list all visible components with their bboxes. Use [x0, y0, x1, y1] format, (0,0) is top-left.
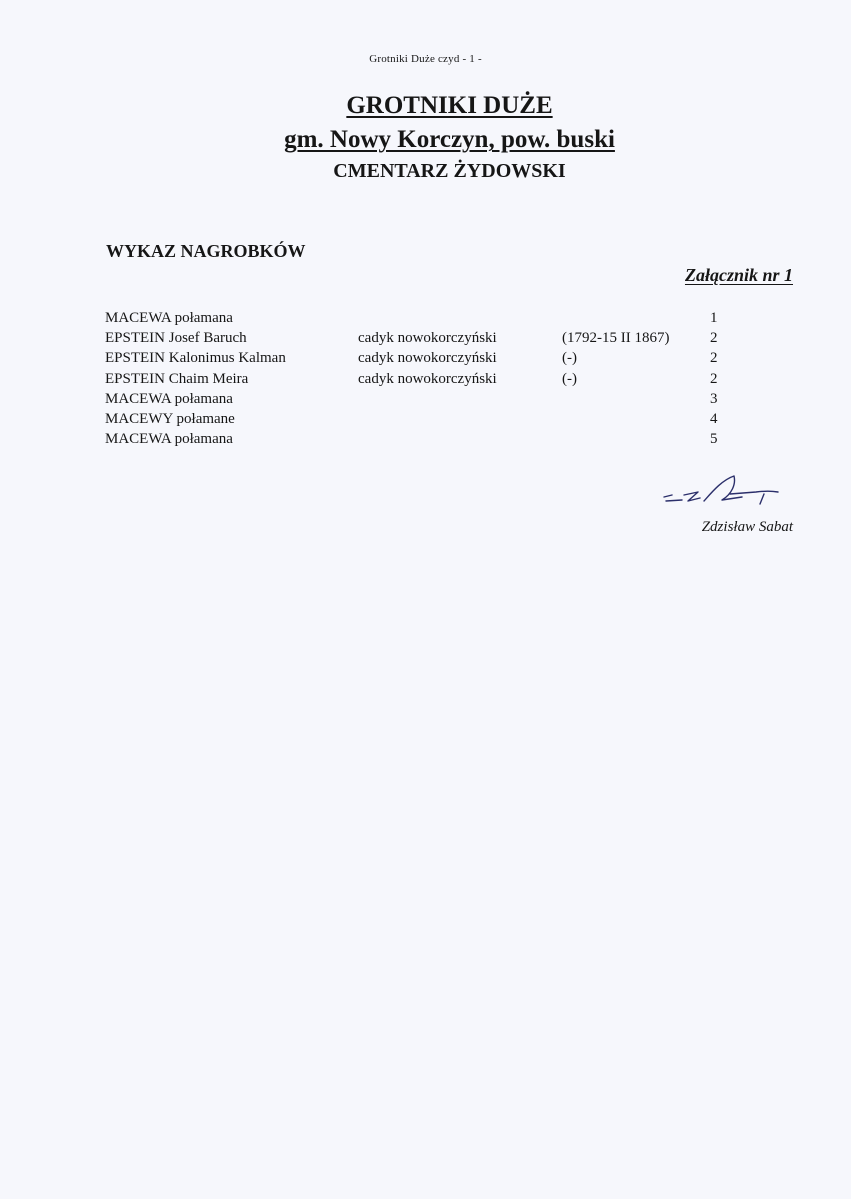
entry-dates: (-)	[562, 370, 577, 387]
entry-number: 4	[710, 410, 718, 427]
entry-dates: (-)	[562, 350, 577, 367]
signer-name: Zdzisław Sabat	[701, 519, 793, 535]
list-item	[105, 369, 745, 389]
entry-name: MACEWA połamana	[105, 310, 233, 326]
document-subtitle-location: gm. Nowy Korczyn, pow. buski	[284, 126, 615, 153]
entry-number: 2	[710, 330, 718, 347]
list-item	[105, 328, 745, 348]
entry-dates: (1792-15 II 1867)	[562, 330, 670, 347]
entry-name: EPSTEIN Chaim Meira	[105, 370, 249, 387]
entry-role: cadyk nowokorczyński	[358, 350, 497, 367]
entry-name: MACEWA połamana	[105, 431, 233, 448]
document-title: GROTNIKI DUŻE	[346, 92, 553, 119]
entry-name: EPSTEIN Kalonimus Kalman	[105, 350, 286, 367]
entry-number: 3	[710, 390, 718, 407]
list-item	[105, 348, 745, 368]
entry-number: 2	[710, 370, 718, 387]
list-item	[105, 429, 745, 449]
document-subtitle-cemetery: CMENTARZ ŻYDOWSKI	[333, 160, 566, 182]
entry-number: 1	[710, 310, 718, 326]
entry-role: cadyk nowokorczyński	[358, 370, 497, 387]
entry-number: 5	[710, 431, 718, 448]
running-header: Grotniki Duże czyd - 1 -	[369, 53, 482, 65]
entry-number: 2	[710, 350, 718, 367]
section-heading: WYKAZ NAGROBKÓW	[106, 241, 306, 261]
entry-name: EPSTEIN Josef Baruch	[105, 330, 247, 347]
handwritten-signature	[660, 470, 820, 520]
list-item	[105, 308, 745, 328]
entry-name: MACEWA połamana	[105, 390, 233, 407]
list-item	[105, 409, 745, 429]
entry-name: MACEWY połamane	[105, 410, 235, 427]
list-item	[105, 389, 745, 409]
entry-role: cadyk nowokorczyński	[358, 330, 497, 347]
annex-label: Załącznik nr 1	[684, 265, 793, 285]
tombstone-list	[105, 308, 745, 449]
